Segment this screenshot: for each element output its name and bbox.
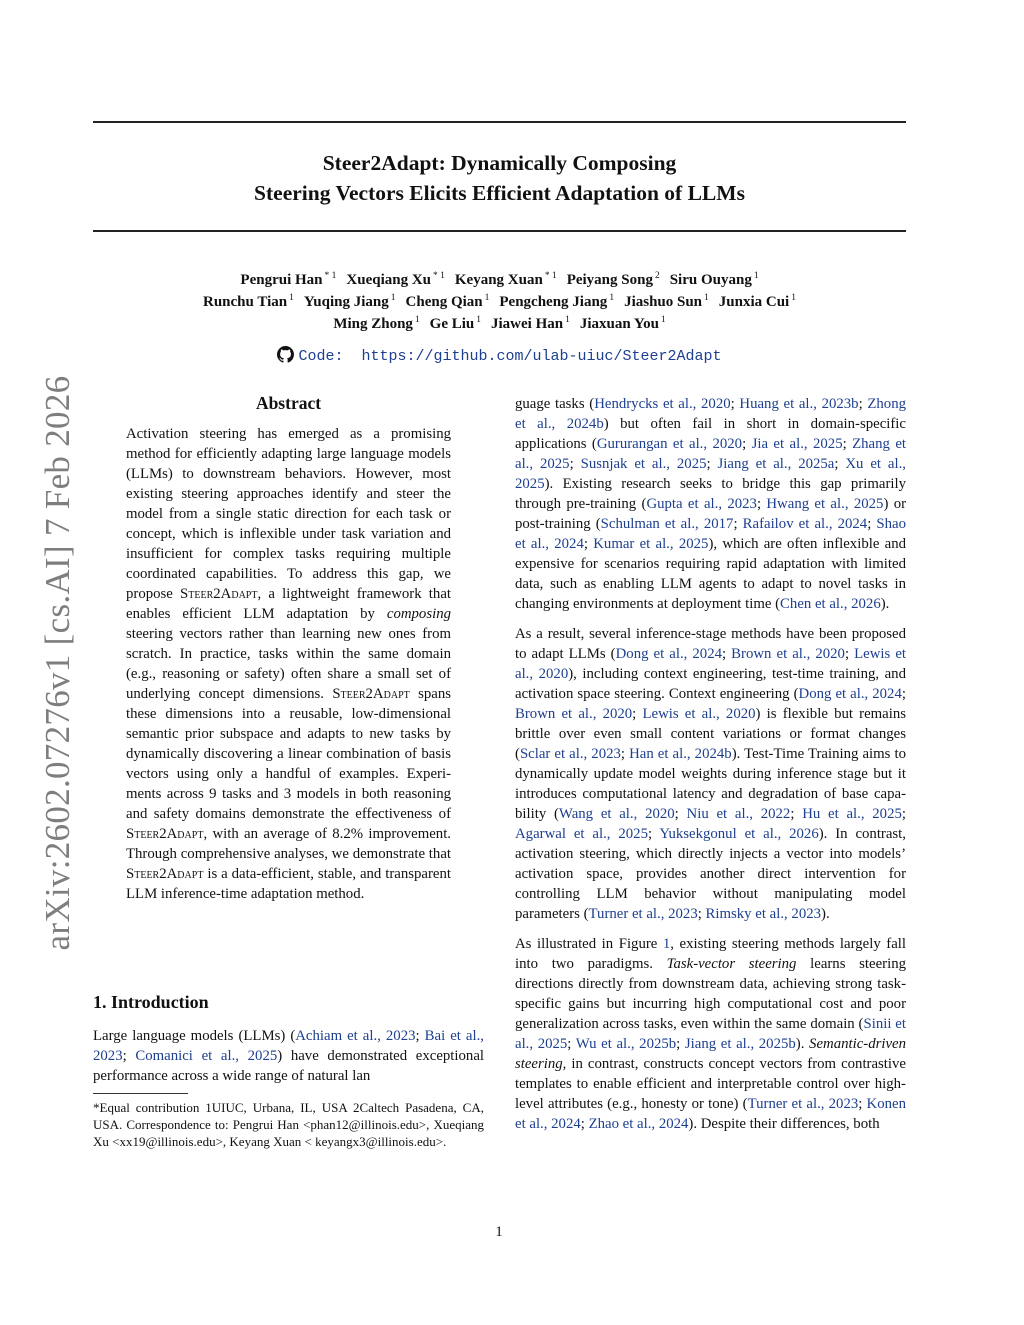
citation-link[interactable]: Brown et al., 2020	[731, 646, 845, 662]
citation-link[interactable]: Rimsky et al., 2023	[705, 906, 822, 922]
author-affiliation-marker: * 1	[433, 271, 445, 281]
author-affiliation-marker: 1	[414, 315, 420, 325]
author-name: Jiawei Han	[491, 316, 564, 332]
citation-link[interactable]: Schulman et al., 2017	[600, 516, 734, 532]
author-affiliation-marker: 1	[753, 271, 759, 281]
author-name: Pengrui Han	[240, 272, 323, 288]
code-link-line[interactable]	[93, 346, 906, 365]
author-name: Cheng Qian	[405, 294, 483, 310]
citation-link[interactable]: Rafailov et al., 2024	[742, 516, 868, 532]
citation-link[interactable]: Comanici et al., 2025	[135, 1048, 278, 1064]
author-affiliation-marker: 1	[791, 293, 796, 303]
citation-link[interactable]: Dong et al., 2024	[798, 686, 902, 702]
right-column	[515, 394, 906, 1134]
paragraph-1: guage tasks (Hendrycks et al., 2020; Huang et al., 2023b; Zhong et al., 2024b) but often fail in short in domain-specific applications (Gururangan et al., 2020; Jia et al., 2025; Zhang et al., 2025; Susnjak et al., 2025; Jiang et al., 2025a; Xu et al., 2025). Existing research seeks to bridge this gap primarily through pre-training (Gupta et al., 2023; Hwang et al., 2025) or post-training (Schulman et al., 2017; Rafailov et al., 2024; Shao et al., 2024; Kumar et al., 2025), which are often inflexible and expensive for scenarios requiring rapid adaptation with limited data, such as enabling LLM agents to adapt to novel tasks in changing environments at deployment time (Chen et al., 2026).	[515, 396, 907, 612]
introduction-paragraph: Large language models (LLMs) (Achiam et al., 2023; Bai et al., 2023; Comanici et al., 2025) have demonstrated exceptional performance across a wide range of natural lan	[93, 1028, 485, 1084]
author	[240, 272, 336, 288]
author	[346, 272, 444, 288]
author-name: Siru Ouyang	[669, 272, 752, 288]
author-affiliation-marker: 1	[609, 293, 615, 303]
title-bottom-rule	[93, 230, 906, 232]
author	[333, 316, 419, 332]
citation-link[interactable]: Agarwal et al., 2025	[515, 826, 648, 842]
citation-link[interactable]: Wang et al., 2020	[558, 806, 675, 822]
citation-link[interactable]: Shao et al., 2024	[515, 516, 907, 552]
author-affiliation-marker: 1	[660, 315, 666, 325]
author-name: Junxia Cui	[718, 294, 790, 310]
author	[455, 272, 557, 288]
page-number: 1	[495, 1224, 503, 1240]
citation-link[interactable]: Gururangan et al., 2020	[596, 436, 743, 452]
citation-link[interactable]: Hu et al., 2025	[802, 806, 902, 822]
author-name: Pengcheng Jiang	[499, 294, 608, 310]
author-name: Xueqiang Xu	[346, 272, 431, 288]
author-affiliation-marker: 2	[654, 271, 660, 281]
method-name: Steer2Adapt	[126, 866, 204, 882]
citation-link[interactable]: Zhao et al., 2024	[588, 1116, 689, 1132]
author	[624, 294, 709, 310]
author-affiliation-marker: * 1	[324, 271, 337, 281]
author	[406, 294, 490, 310]
authors-line-1	[93, 266, 906, 290]
paragraph-3: As illustrated in Figure 1, existing steering methods largely fall into two paradigms. Task-vector steering learns steering directions directly from downstream data, achieving strong task-specific gains but incurring high computational cost and poor generalization across tasks, even within the same domain (Sinii et al., 2025; Wu et al., 2025b; Jiang et al., 2025b). Semantic-driven steering, in contrast, constructs concept vectors from contrastive templates to enable efficient and interpretable control over high-level attributes (e.g., honesty or tone) (Turner et al., 2023; Konen et al., 2024; Zhao et al., 2024). Despite their differences, both	[515, 936, 907, 1132]
abstract-heading: Abstract	[255, 393, 322, 413]
code-label: Code:	[298, 348, 344, 365]
citation-link[interactable]: Han et al., 2024b	[629, 746, 732, 762]
citation-link[interactable]: Lewis et al., 2020	[515, 646, 907, 682]
citation-link[interactable]: Wu et al., 2025b	[575, 1036, 677, 1052]
citation-link[interactable]: Yuksekgonul et al., 2026	[659, 826, 819, 842]
author-name: Keyang Xuan	[454, 272, 543, 288]
citation-link[interactable]: Zhong et al., 2024b	[515, 396, 907, 432]
author-name: Runchu Tian	[203, 294, 288, 310]
author	[203, 294, 294, 310]
citation-link[interactable]: Zhang et al., 2025	[515, 436, 906, 472]
paper-title	[93, 148, 906, 208]
paragraph-2: As a result, several inference-stage methods have been proposed to adapt LLMs (Dong et al., 2024; Brown et al., 2020; Lewis et al., 2020), including context engineering, test-time training, and activation space steering. Context engineering (Dong et al., 2024; Brown et al., 2020; Lewis et al., 2020) is flexible but remains brittle over even small content variations or format changes (Sclar et al., 2023; Han et al., 2024b). Test-Time Training aims to dynamically update model weights during inference stage but it introduces computational latency and degradation of base capability (Wang et al., 2020; Niu et al., 2022; Hu et al., 2025; Agarwal et al., 2025; Yuksekgonul et al., 2026). In contrast, activation steering, which directly injects a vector into models’ activation space, provides another direct intervention for controlling LLM behavior without manipulating model parameters (Turner et al., 2023; Rimsky et al., 2023).	[515, 626, 907, 922]
author	[430, 316, 481, 332]
author	[491, 316, 570, 332]
author-name: Ming Zhong	[333, 316, 413, 332]
authors-line-3	[93, 310, 906, 334]
abstract-body: Activation steering has emerged as a promising method for efficiently adapting large language models (LLMs) to downstream behaviors. However, most existing steering approaches identify and steer the model from a single static direction for each task or concept, which is inflexible under task variation and insufficient for complex tasks requiring multiple coordinated capabilities. To address this gap, we propose Steer2Adapt, a lightweight framework that enables efficient LLM adaptation by composing steering vectors rather than learning new ones from scratch. In practice, tasks within the same domain (e.g., reasoning or safety) often share a small set of underlying concept dimensions. Steer2Adapt spans these dimensions into a reusable, low-dimensional semantic prior subspace and adapts to new tasks by dynamically discovering a linear combination of basis vectors using only a handful of examples. Experiments across 9 tasks and 3 models in both reasoning and safety domains demonstrate the effectiveness of Steer2Adapt, with an average of 8.2% improvement. Through comprehensive analyses, we demonstrate that Steer2Adapt is a data-efficient, stable, and transparent LLM inference-time adaptation method.	[126, 426, 451, 902]
author-affiliation-marker: 1	[390, 293, 396, 303]
citation-link[interactable]: Turner et al., 2023	[747, 1096, 859, 1112]
citation-link[interactable]: Huang et al., 2023b	[739, 396, 859, 412]
author-name: Jiashuo Sun	[624, 294, 703, 310]
citation-link[interactable]: Brown et al., 2020	[515, 706, 633, 722]
citation-link[interactable]: Bai et al., 2023	[93, 1028, 485, 1064]
citation-link[interactable]: Gupta et al., 2023	[646, 496, 757, 512]
citation-link[interactable]: Lewis et al., 2020	[642, 706, 756, 722]
citation-link[interactable]: Sinii et al., 2025	[515, 1016, 906, 1052]
author	[580, 316, 666, 332]
title-line-2: Steering Vectors Elicits Efficient Adaptation of LLMs	[254, 181, 745, 205]
author-name: Yuqing Jiang	[303, 294, 389, 310]
author	[304, 294, 396, 310]
citation-link[interactable]: Niu et al., 2022	[686, 806, 791, 822]
code-url-link[interactable]: https://github.com/ulab-uiuc/Steer2Adapt	[361, 348, 722, 365]
title-top-rule	[93, 121, 906, 123]
author-name: Peiyang Song	[566, 272, 653, 288]
citation-link[interactable]: Sclar et al., 2023	[519, 746, 621, 762]
arxiv-identifier: arXiv:2602.07276v1 [cs.AI] 7 Feb 2026	[38, 375, 77, 951]
github-icon	[277, 346, 294, 363]
citation-link[interactable]: Konen et al., 2024	[515, 1096, 906, 1132]
author	[499, 294, 614, 310]
citation-link[interactable]: Kumar et al., 2025	[593, 536, 709, 552]
citation-link[interactable]: Susnjak et al., 2025	[580, 456, 707, 472]
citation-link[interactable]: Chen et al., 2026	[780, 596, 881, 612]
method-name: Steer2Adapt	[180, 586, 258, 602]
citation-link[interactable]: Xu et al., 2025	[515, 456, 907, 492]
citation-link[interactable]: Achiam et al., 2023	[295, 1028, 416, 1044]
author	[670, 272, 759, 288]
author-affiliation-marker: * 1	[544, 271, 557, 281]
author-affiliation-marker: 1	[289, 293, 294, 303]
footnote: *Equal contribution 1UIUC, Urbana, IL, USA 2Caltech Pasadena, CA, USA. Correspondence to: Pengrui Han <phan12@illinois.edu>, Xueqiang Xu <xx19@illinois.edu>, Keyang Xuan < keyangx3@illinois.edu>.	[93, 1100, 484, 1149]
authors-line-2	[93, 288, 906, 312]
method-name: Steer2Adapt	[126, 826, 204, 842]
author-affiliation-marker: 1	[565, 315, 570, 325]
figure-reference-link[interactable]: 1	[662, 936, 671, 952]
author	[719, 294, 796, 310]
author-name: Ge Liu	[429, 316, 475, 332]
section-heading-introduction: 1. Introduction	[93, 992, 209, 1012]
author	[567, 272, 660, 288]
title-line-1: Steer2Adapt: Dynamically Composing	[322, 151, 677, 175]
author-affiliation-marker: 1	[704, 293, 709, 303]
footnote-rule	[93, 1093, 188, 1094]
citation-link[interactable]: Hwang et al., 2025	[766, 496, 884, 512]
citation-link[interactable]: Turner et al., 2023	[588, 906, 698, 922]
citation-link[interactable]: Hendrycks et al., 2020	[594, 396, 731, 412]
citation-link[interactable]: Jiang et al., 2025a	[717, 456, 835, 472]
citation-link[interactable]: Dong et al., 2024	[615, 646, 722, 662]
method-name: Steer2Adapt	[332, 686, 410, 702]
author-affiliation-marker: 1	[476, 315, 482, 325]
citation-link[interactable]: Jia et al., 2025	[751, 436, 843, 452]
author-affiliation-marker: 1	[484, 293, 490, 303]
author-name: Jiaxuan You	[579, 316, 659, 332]
citation-link[interactable]: Jiang et al., 2025b	[684, 1036, 796, 1052]
